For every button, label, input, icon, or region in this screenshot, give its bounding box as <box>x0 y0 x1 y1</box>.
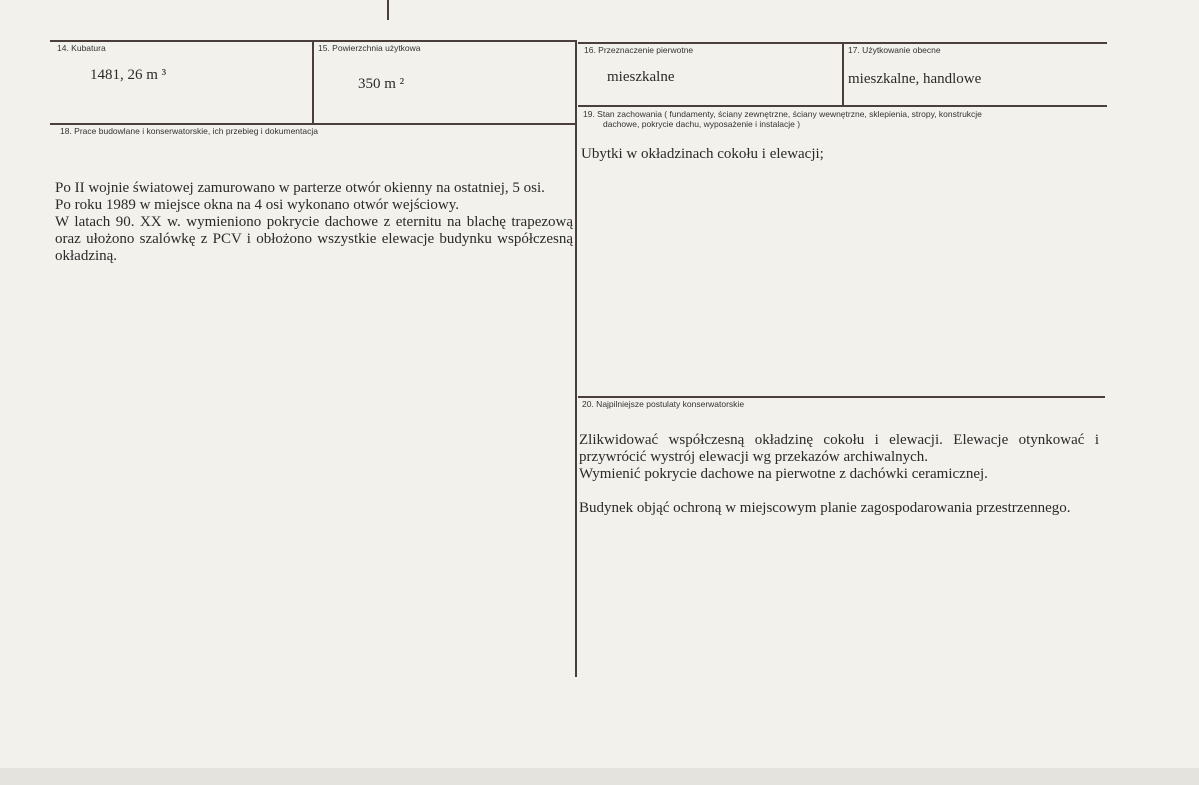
field-14-value: 1481, 26 m ³ <box>90 67 167 83</box>
field-20-text <box>579 432 1099 517</box>
divider-14-15 <box>312 40 314 124</box>
row-20-line <box>578 396 1105 398</box>
field-18-paragraph-3: W latach 90. XX w. wymieniono pokrycie dachowe z eternitu na blachę trapezową oraz ułożono szalówkę z PCV i obłożono wszystkie elewacje budynku współczesną okładziną. <box>55 214 573 264</box>
field-20-paragraph-1: Zlikwidować współczesną okładzinę cokołu i elewacji. Elewacje otynkować i przywrócić wystrój elewacji wg przekazów archiwalnych. <box>579 432 1099 465</box>
row-19-line <box>578 105 1107 107</box>
scan-bottom-edge <box>0 768 1199 785</box>
row-18-line <box>50 123 577 125</box>
field-18-text <box>55 180 573 265</box>
field-18-paragraph-2: Po roku 1989 w miejsce okna na 4 osi wykonano otwór wejściowy. <box>55 197 459 213</box>
field-19-label-line2: dachowe, pokrycie dachu, wyposażenie i instalacje ) <box>603 119 801 129</box>
field-17-label: 17. Użytkowanie obecne <box>848 45 941 55</box>
center-divider <box>575 40 577 677</box>
field-19-value: Ubytki w okładzinach cokołu i elewacji; <box>581 146 824 162</box>
top-divider <box>387 0 389 20</box>
field-14-label: 14. Kubatura <box>57 43 106 53</box>
field-17-value: mieszkalne, handlowe <box>848 71 982 87</box>
field-16-value: mieszkalne <box>607 69 675 85</box>
field-20-paragraph-3: Budynek objąć ochroną w miejscowym planie zagospodarowania przestrzennego. <box>579 500 1071 516</box>
field-19-label-line1: 19. Stan zachowania ( fundamenty, ściany zewnętrzne, ściany wewnętrzne, sklepienia, stropy, konstrukcje <box>583 109 982 119</box>
divider-16-17 <box>842 42 844 106</box>
field-15-label: 15. Powierzchnia użytkowa <box>318 43 421 53</box>
field-15-value: 350 m ² <box>358 76 405 92</box>
field-16-label: 16. Przeznaczenie pierwotne <box>584 45 694 55</box>
field-18-label: 18. Prace budowlane i konserwatorskie, ich przebieg i dokumentacja <box>60 126 318 136</box>
field-20-label: 20. Najpilniejsze postulaty konserwatorskie <box>582 399 745 409</box>
paragraph-gap <box>579 483 1099 500</box>
field-20-paragraph-2: Wymienić pokrycie dachowe na pierwotne z dachówki ceramicznej. <box>579 466 988 482</box>
field-18-paragraph-1: Po II wojnie światowej zamurowano w parterze otwór okienny na ostatniej, 5 osi. <box>55 180 545 196</box>
